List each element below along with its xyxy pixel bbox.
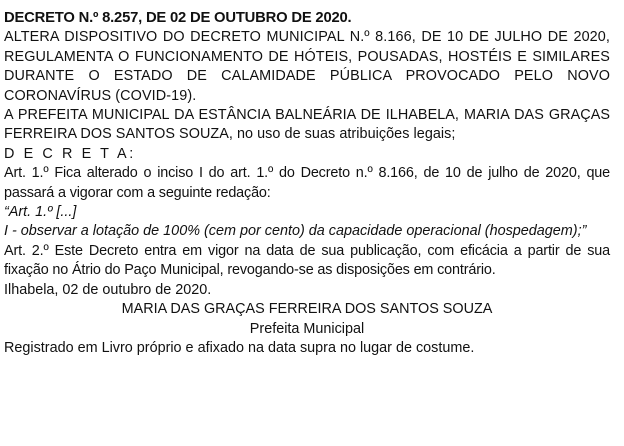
quote-line-1: “Art. 1.º [...] (4, 204, 77, 221)
place-date: Ilhabela, 02 de outubro de 2020. (4, 281, 212, 298)
decree-preamble: A PREFEITA MUNICIPAL DA ESTÂNCIA BALNEÁRIA DE ILHABELA, MARIA DAS GRAÇAS FERREIRA DOS SANTOS SOUZA, no uso de suas atribuições legais; (4, 107, 610, 143)
decreta-heading: D E C R E T A: (4, 145, 136, 162)
article-1: Art. 1.º Fica alterado o inciso I do art. 1.º do Decreto n.º 8.166, de 10 de julho de 2020, que passará a vigorar com a seguinte redação: (4, 165, 610, 201)
article-2: Art. 2.º Este Decreto entra em vigor na data de sua publicação, com eficácia a partir de sua fixação no Átrio do Paço Municipal, revogando-se as disposições em contrário. (4, 242, 610, 279)
decree-ementa: ALTERA DISPOSITIVO DO DECRETO MUNICIPAL N.º 8.166, DE 10 DE JULHO DE 2020, REGULAMENTA O FUNCIONAMENTO DE HÓTEIS, POUSADAS, HOSTÉIS E SIMILARES DURANTE O ESTADO DE CALAMIDADE PÚBLICA PROVOCADO PELO NOVO CORONAVÍRUS (COVID-19). (4, 29, 610, 104)
decree-title: DECRETO N.º 8.257, DE 02 DE OUTUBRO DE 2020. (4, 10, 352, 26)
registration-note: Registrado em Livro próprio e afixado na data supra no lugar de costume. (4, 339, 475, 356)
decree-document (4, 9, 610, 358)
signer-role: Prefeita Municipal (249, 320, 365, 337)
signer-name: MARIA DAS GRAÇAS FERREIRA DOS SANTOS SOUZA (121, 301, 493, 318)
quote-line-2: I - observar a lotação de 100% (cem por cento) da capacidade operacional (hospedagem);” (4, 223, 587, 240)
